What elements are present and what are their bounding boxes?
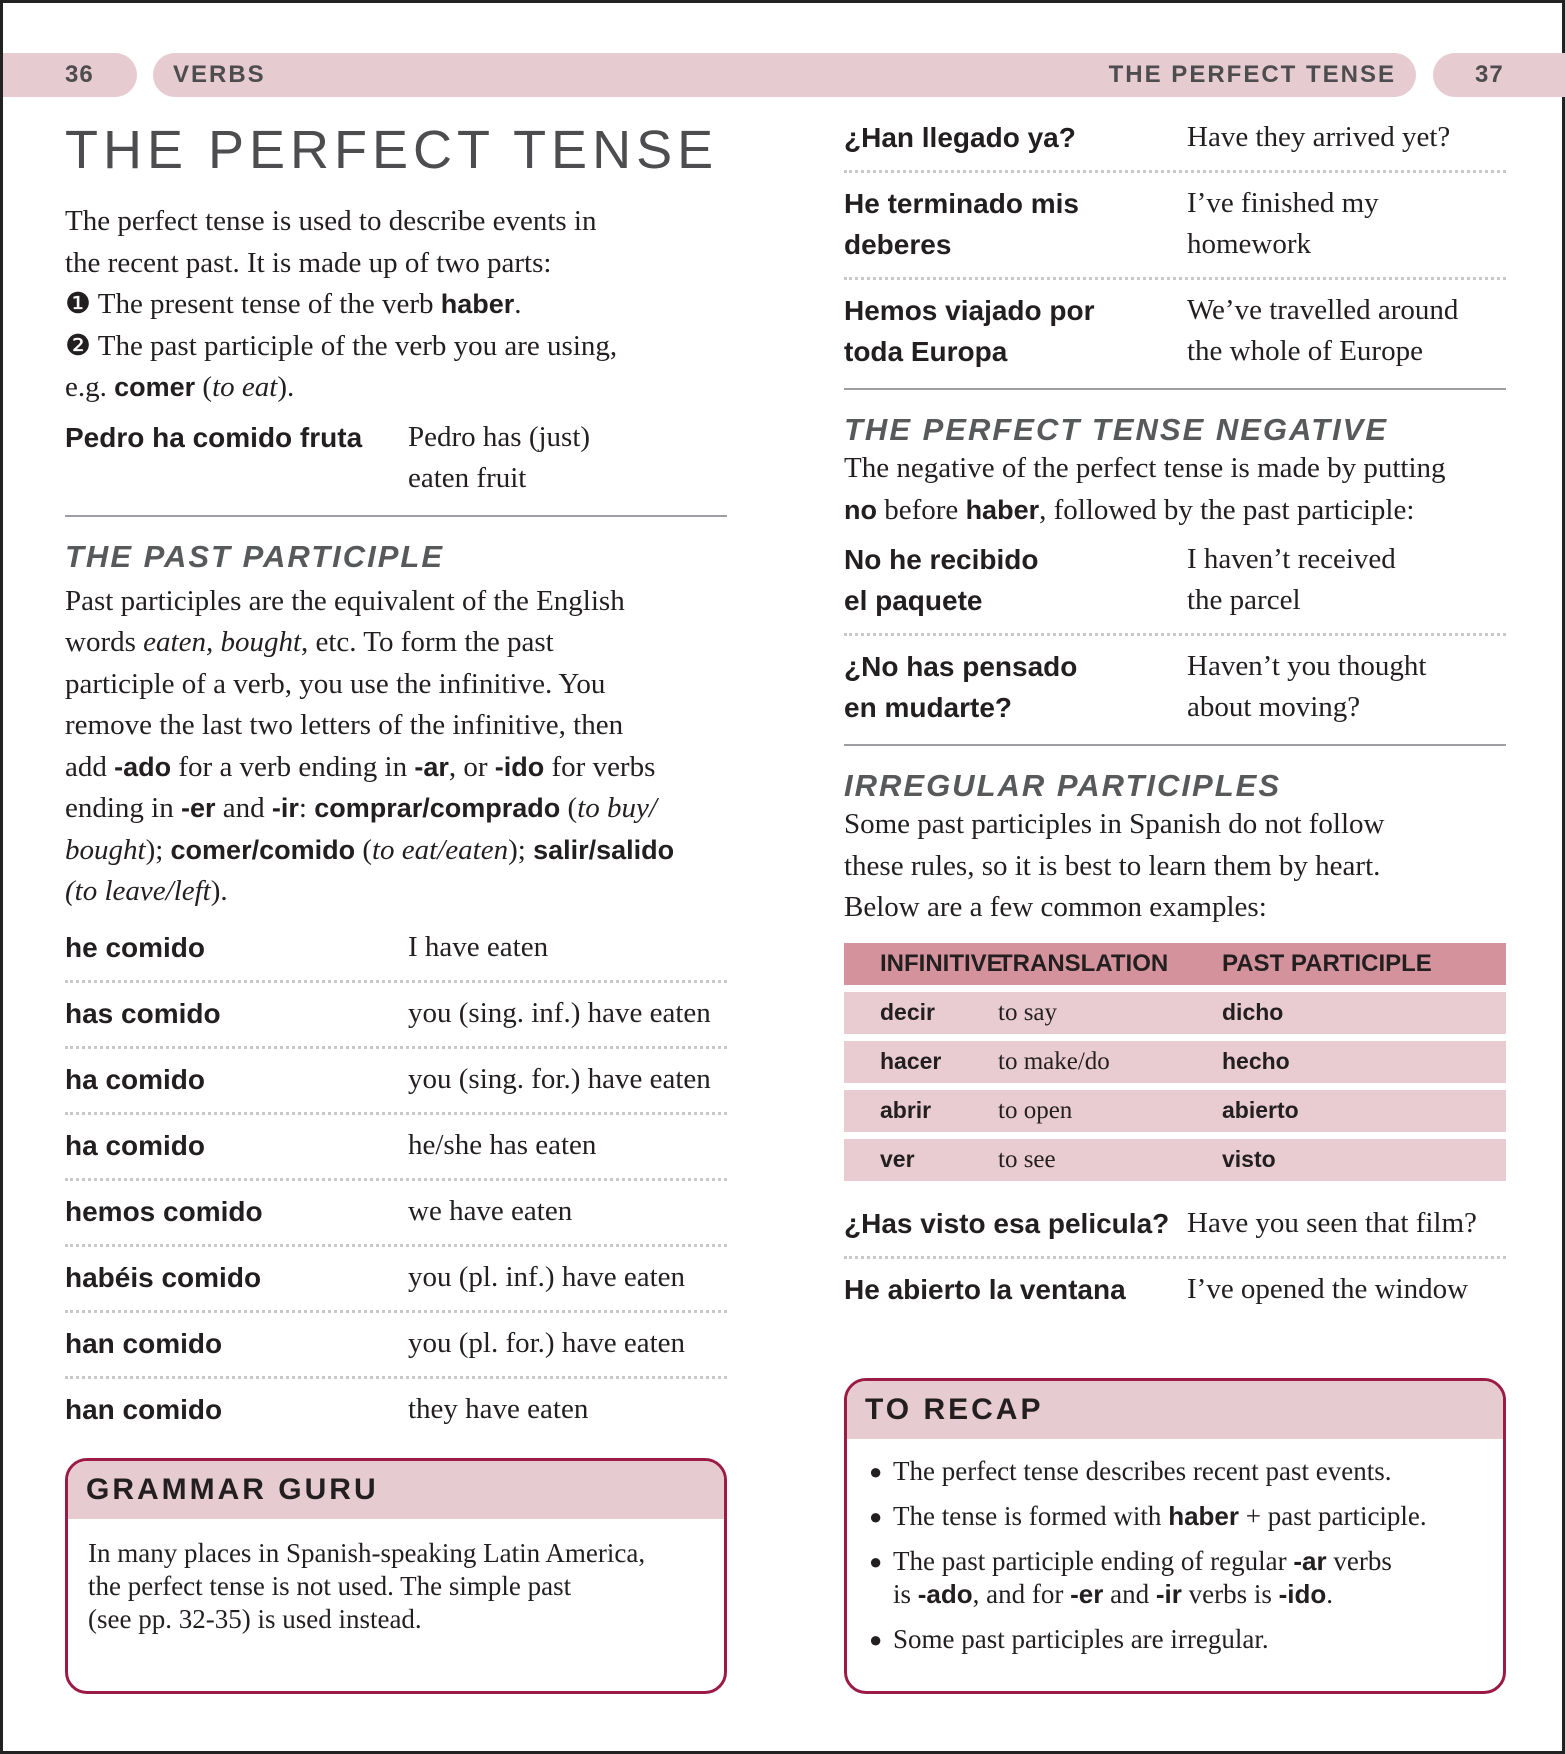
bottom-examples [844,1193,1506,1322]
text: : [298,792,315,824]
column-header: TRANSLATION [998,949,1169,977]
text: The tense is formed with [893,1501,1169,1531]
bold: -ado [114,751,172,782]
english-line: about moving? [1187,691,1361,723]
bold: no [844,494,877,525]
conjugation-spanish: ha comido [65,1129,206,1161]
intro-line: The perfect tense is used to describe events in [65,205,597,237]
table-header [844,943,1506,985]
text: remove the last two letters of the infinitive, then [65,709,624,741]
table-cell: ver [880,1146,915,1172]
right-page-content [844,111,1506,1322]
conjugation-spanish: ha comido [65,1063,206,1095]
recap-item [869,1545,1483,1611]
to-recap-title: TO RECAP [847,1381,1503,1439]
bold: haber [1168,1501,1239,1531]
example-english-line: Pedro has (just) [408,420,591,453]
recap-item-text [893,1545,1392,1611]
text: ); [145,833,171,866]
negative-heading: THE PERFECT TENSE NEGATIVE [844,412,1389,447]
text: verbs [1326,1546,1392,1576]
example-pair [844,280,1506,388]
table-cell: decir [880,999,935,1025]
grammar-guru-box [65,1458,727,1694]
example-spanish: ¿Has visto esa pelicula? [844,1207,1170,1239]
conjugation-english: you (sing. for.) have eaten [408,1062,711,1095]
past-participle-heading: THE PAST PARTICIPLE [65,538,445,574]
item-text: ( [195,371,213,403]
english-line: the parcel [1187,584,1301,616]
example-pair [844,1259,1506,1322]
text: for verbs [544,750,656,783]
intro-paragraph [65,201,727,409]
spanish-line: No he recibido [844,544,1039,575]
intro-item-2 [65,326,727,368]
bold: -ido [494,751,545,782]
text: add [65,750,115,783]
item-text: e.g. [65,371,115,403]
text: these rules, so it is best to learn them by heart. [844,849,1381,882]
conjugation-row [65,1313,727,1379]
bullet-icon: ● [869,1459,883,1484]
text: participle of a verb, you use the infinitive. You [65,667,606,700]
to-recap-box [844,1378,1506,1694]
conjugation-row [65,1181,727,1247]
table-row [844,992,1506,1034]
example-spanish [844,117,1187,158]
grammar-guru-title: GRAMMAR GURU [68,1461,724,1519]
table-cell: dicho [1222,999,1284,1025]
example-english: Have you seen that film? [1187,1206,1477,1239]
right-page-number: 37 [1433,53,1565,97]
text: + past participle. [1239,1501,1427,1531]
bold: -er [181,793,216,823]
conjugation-row [65,1049,727,1115]
grammar-guru-text [68,1519,724,1636]
bold: -ar [1293,1546,1327,1576]
bold: comprar/comprado [314,793,561,823]
guru-line: the perfect tense is not used. The simple past [88,1571,572,1601]
spanish-line: el paquete [844,585,983,616]
table-cell: to say [998,998,1058,1026]
page-title: THE PERFECT TENSE [65,120,719,180]
conjugation-spanish: he comido [65,931,206,963]
conjugation-spanish: hemos comido [65,1195,263,1227]
text: ). [210,875,228,907]
conjugation-english: he/she has eaten [408,1128,597,1161]
divider [844,744,1506,746]
column-header: PAST PARTICIPLE [1222,949,1432,977]
bold: -ir [1155,1579,1182,1609]
table-cell: to see [998,1145,1056,1173]
table-cell: visto [1222,1146,1276,1172]
text: Some past participles are irregular. [893,1624,1269,1654]
text: for a verb ending in [171,750,415,783]
number-two-icon: ❷ [65,329,91,362]
left-page-content [65,113,727,1442]
conjugation-row [65,1115,727,1181]
spanish-line: deberes [844,229,952,260]
conjugation-row [65,983,727,1049]
text: , etc. To form the past [301,626,554,658]
spanish-line: ¿Han llegado ya? [844,122,1076,153]
example-pair [844,1193,1506,1259]
example-spanish [844,290,1187,372]
text: words [65,626,144,658]
english-line: Have they arrived yet? [1187,121,1451,153]
example-spanish: He abierto la ventana [844,1273,1126,1305]
left-section-title: VERBS [153,53,869,97]
conjugation-english: they have eaten [408,1392,589,1425]
table-cell: hacer [880,1048,942,1074]
italic: (to leave/left [65,875,211,907]
example-spanish [844,646,1187,728]
table-cell: to make/do [998,1047,1110,1075]
english-line: I haven’t received [1187,543,1396,575]
italic: eaten, bought [143,626,301,658]
example-english-line: eaten fruit [408,461,527,494]
conjugation-row [65,1247,727,1313]
text: . [1326,1579,1334,1609]
table-row [844,1139,1506,1181]
item-text: The present tense of the verb [91,288,441,320]
text: The perfect tense describes recent past events. [893,1456,1392,1486]
english-line: homework [1187,228,1312,260]
recap-list [847,1439,1503,1656]
example-spanish [844,539,1187,621]
table-cell: abrir [880,1097,932,1123]
example-english [1187,183,1379,265]
column-header: INFINITIVE [880,949,1003,977]
conjugation-row [65,1379,727,1442]
conjugation-english: you (pl. inf.) have eaten [408,1260,686,1293]
english-line: I’ve finished my [1187,187,1379,219]
italic: to buy/ [577,792,657,824]
irregular-heading: IRREGULAR PARTICIPLES [844,768,1281,803]
conjugation-list [65,917,727,1442]
right-section-title: THE PERFECT TENSE [869,53,1416,97]
text: and [1103,1579,1156,1609]
conjugation-spanish: has comido [65,997,221,1029]
intro-item-1 [65,284,727,326]
spanish-line: ¿No has pensado [844,651,1078,682]
example-pair [844,173,1506,280]
bold: salir/salido [533,834,675,865]
text: ); [508,833,534,866]
conjugation-spanish: han comido [65,1393,223,1425]
table-cell: abierto [1222,1097,1299,1123]
text: before [877,493,966,526]
item-italic: to eat [212,371,278,403]
conjugation-row [65,917,727,983]
spanish-line: He terminado mis [844,188,1079,219]
divider [844,388,1506,390]
irregular-participles-table [844,943,1506,1181]
conjugation-spanish: han comido [65,1327,223,1359]
example-pair [65,409,727,513]
example-pair [844,636,1506,744]
number-one-icon: ❶ [65,288,91,320]
intro-line: the recent past. It is made up of two parts: [65,246,552,279]
spanish-line: toda Europa [844,336,1008,367]
example-english [1187,646,1427,728]
recap-item [869,1623,1483,1656]
irregular-paragraph [844,804,1506,929]
english-line: Haven’t you thought [1187,650,1427,682]
text: and [215,792,272,824]
item-bold: comer [114,372,196,402]
text: , or [448,750,495,783]
item-text: ). [277,371,295,403]
example-pair [844,111,1506,173]
past-participle-paragraph [65,581,727,913]
text: The negative of the perfect tense is made by putting [844,452,1446,484]
text: Past participles are the equivalent of the English [65,584,625,617]
text: verbs is [1181,1579,1279,1609]
bullet-icon: ● [869,1549,883,1574]
english-line: the whole of Europe [1187,335,1423,367]
example-english [408,417,590,499]
bullet-icon: ● [869,1504,883,1529]
text: ending in [65,792,181,824]
text: The past participle ending of regular [893,1546,1294,1576]
example-english: I’ve opened the window [1187,1272,1469,1305]
table-row [844,1041,1506,1083]
item-text: The past participle of the verb you are using, [91,329,618,362]
bold: -ir [271,793,299,823]
conjugation-english: you (pl. for.) have eaten [408,1326,686,1359]
bold: haber [965,494,1040,525]
bullet-icon: ● [869,1627,883,1652]
conjugation-spanish: habéis comido [65,1261,262,1293]
divider [65,515,727,517]
bold: -ar [414,751,449,782]
spanish-line: Hemos viajado por [844,295,1095,326]
table-cell: to open [998,1096,1073,1124]
conjugation-english: I have eaten [408,930,549,963]
conjugation-english: we have eaten [408,1194,573,1227]
text: Below are a few common examples: [844,891,1267,923]
example-english [1187,290,1458,372]
text: is [893,1579,918,1609]
bold: -er [1070,1579,1104,1609]
bold: -ido [1278,1579,1327,1609]
text: , followed by the past participle: [1039,493,1415,526]
example-english [1187,117,1450,158]
guru-line: (see pp. 32-35) is used instead. [88,1604,422,1634]
spanish-line: en mudarte? [844,692,1013,723]
example-spanish: Pedro ha comido fruta [65,421,363,453]
example-spanish [844,183,1187,265]
italic: bought [65,833,146,866]
example-pair [844,531,1506,636]
example-english [1187,539,1396,621]
item-bold: haber [440,289,515,319]
guru-line: In many places in Spanish-speaking Latin America, [88,1538,646,1568]
text: ( [560,792,578,824]
negative-paragraph [844,448,1506,531]
english-line: We’ve travelled around [1187,294,1459,326]
recap-item-text [893,1500,1427,1533]
recap-item [869,1455,1483,1488]
bold: comer/comido [170,834,356,865]
item-text: . [514,288,522,320]
conjugation-english: you (sing. inf.) have eaten [408,996,711,1029]
text: , and for [972,1579,1071,1609]
left-page-number: 36 [3,53,137,97]
text: Some past participles in Spanish do not follow [844,808,1385,840]
bold: -ado [917,1579,973,1609]
recap-item [869,1500,1483,1533]
table-cell: hecho [1222,1048,1290,1074]
table-row [844,1090,1506,1132]
italic: to eat/eaten [372,833,509,866]
text: ( [355,833,372,866]
